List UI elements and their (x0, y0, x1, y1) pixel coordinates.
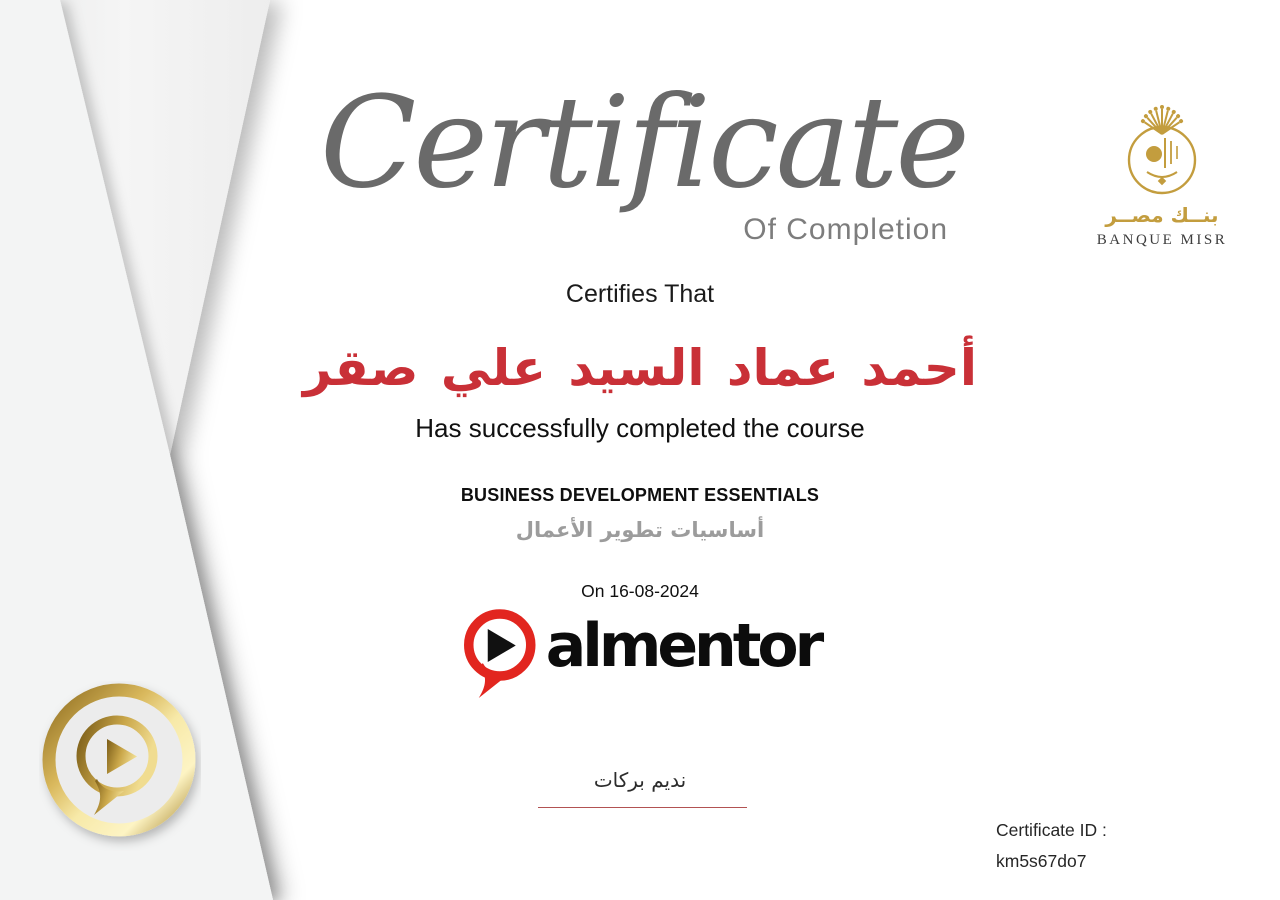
completion-date: On 16-08-2024 (581, 581, 699, 601)
almentor-play-bubble-icon (460, 604, 540, 704)
certificate-id-label: Certificate ID : (996, 820, 1107, 840)
course-title-ar: أساسيات تطوير الأعمال (515, 518, 765, 542)
certificate-id-block (996, 815, 1107, 877)
certificate-id-value: km5s67do7 (996, 851, 1087, 871)
course-title-en: BUSINESS DEVELOPMENT ESSENTIALS (460, 485, 820, 505)
almentor-logo (460, 604, 820, 704)
banque-misr-latin-wordmark: BANQUE MISR (1096, 232, 1228, 248)
completion-text: Has successfully completed the course (415, 413, 865, 443)
recipient-name: أحمد عماد السيد علي صقر (303, 339, 977, 397)
certifies-that-label: Certifies That (565, 280, 715, 308)
almentor-wordmark: almentor (545, 611, 821, 681)
gold-medal-play-icon (39, 681, 201, 851)
banque-misr-arabic-wordmark: بنــك مصــر (1105, 203, 1219, 227)
certificate-script-title: Certificate (320, 69, 967, 216)
of-completion-subtitle: Of Completion (743, 213, 948, 246)
signature-line (538, 807, 747, 808)
banque-misr-logo (1085, 104, 1239, 249)
banque-misr-emblem-icon (1087, 104, 1237, 196)
signature-name: نديم بركات (593, 768, 687, 792)
